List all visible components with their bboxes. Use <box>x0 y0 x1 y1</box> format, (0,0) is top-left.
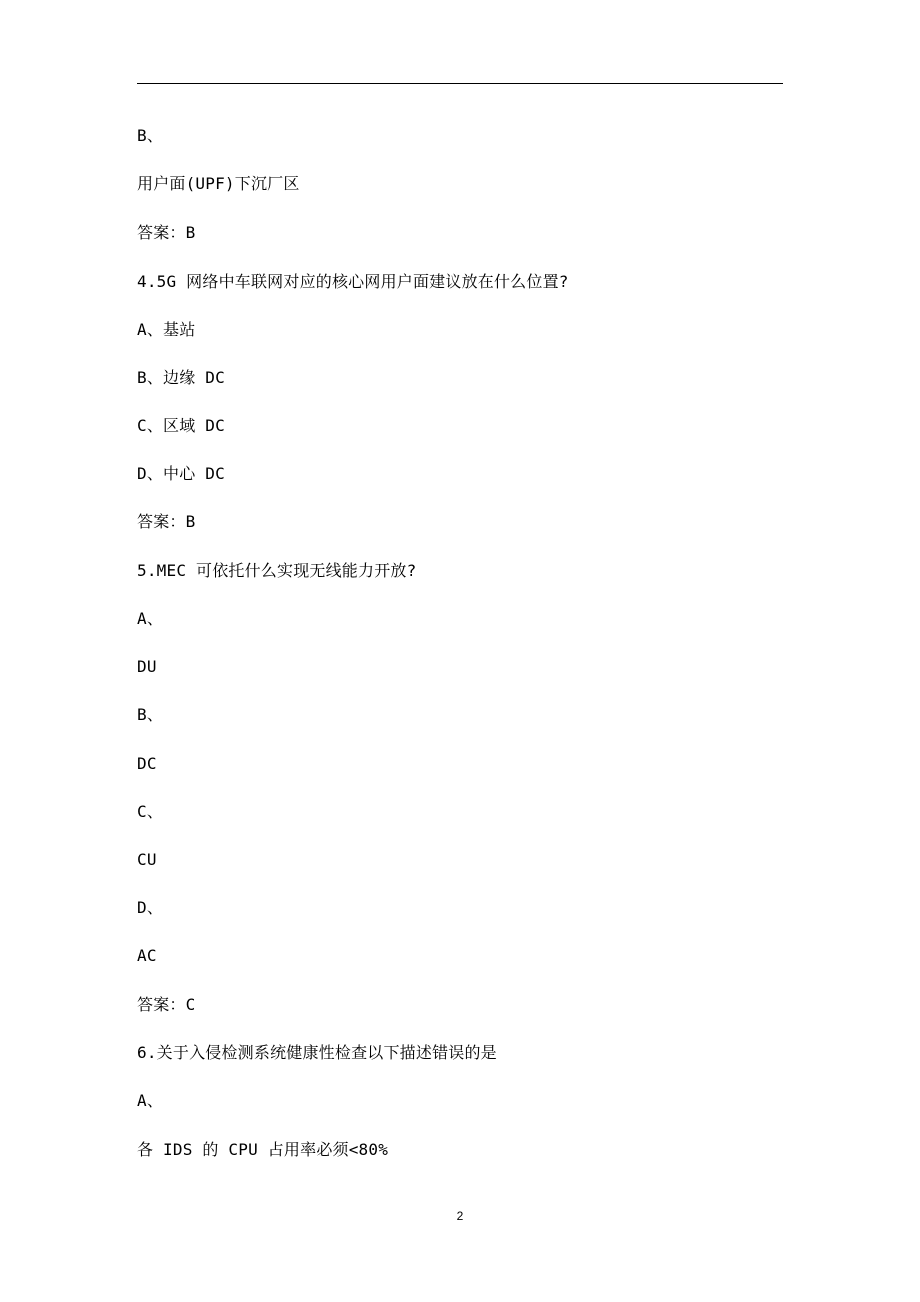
option-text: DC <box>137 754 157 773</box>
option-label: D、 <box>137 898 164 917</box>
option-d: D、中心 DC <box>137 464 225 483</box>
answer-line: 答案：B <box>137 223 196 242</box>
question-4: 4.5G 网络中车联网对应的核心网用户面建议放在什么位置? <box>137 272 569 291</box>
page-number: 2 <box>456 1209 464 1223</box>
option-label: A、 <box>137 1091 164 1110</box>
option-text: CU <box>137 850 157 869</box>
option-text: DU <box>137 657 157 676</box>
option-b: B、边缘 DC <box>137 368 225 387</box>
option-c: C、区域 DC <box>137 416 225 435</box>
option-label: B、 <box>137 126 164 145</box>
option-a: A、基站 <box>137 320 196 339</box>
answer-line: 答案：B <box>137 512 196 531</box>
option-label: B、 <box>137 705 164 724</box>
question-5: 5.MEC 可依托什么实现无线能力开放? <box>137 561 417 580</box>
option-text: 各 IDS 的 CPU 占用率必须<80% <box>137 1140 389 1159</box>
option-text: AC <box>137 946 157 965</box>
header-rule <box>137 83 783 84</box>
option-text: 用户面(UPF)下沉厂区 <box>137 174 300 193</box>
answer-line: 答案：C <box>137 995 196 1014</box>
option-label: A、 <box>137 609 164 628</box>
option-label: C、 <box>137 802 164 821</box>
question-6: 6.关于入侵检测系统健康性检查以下描述错误的是 <box>137 1043 497 1062</box>
